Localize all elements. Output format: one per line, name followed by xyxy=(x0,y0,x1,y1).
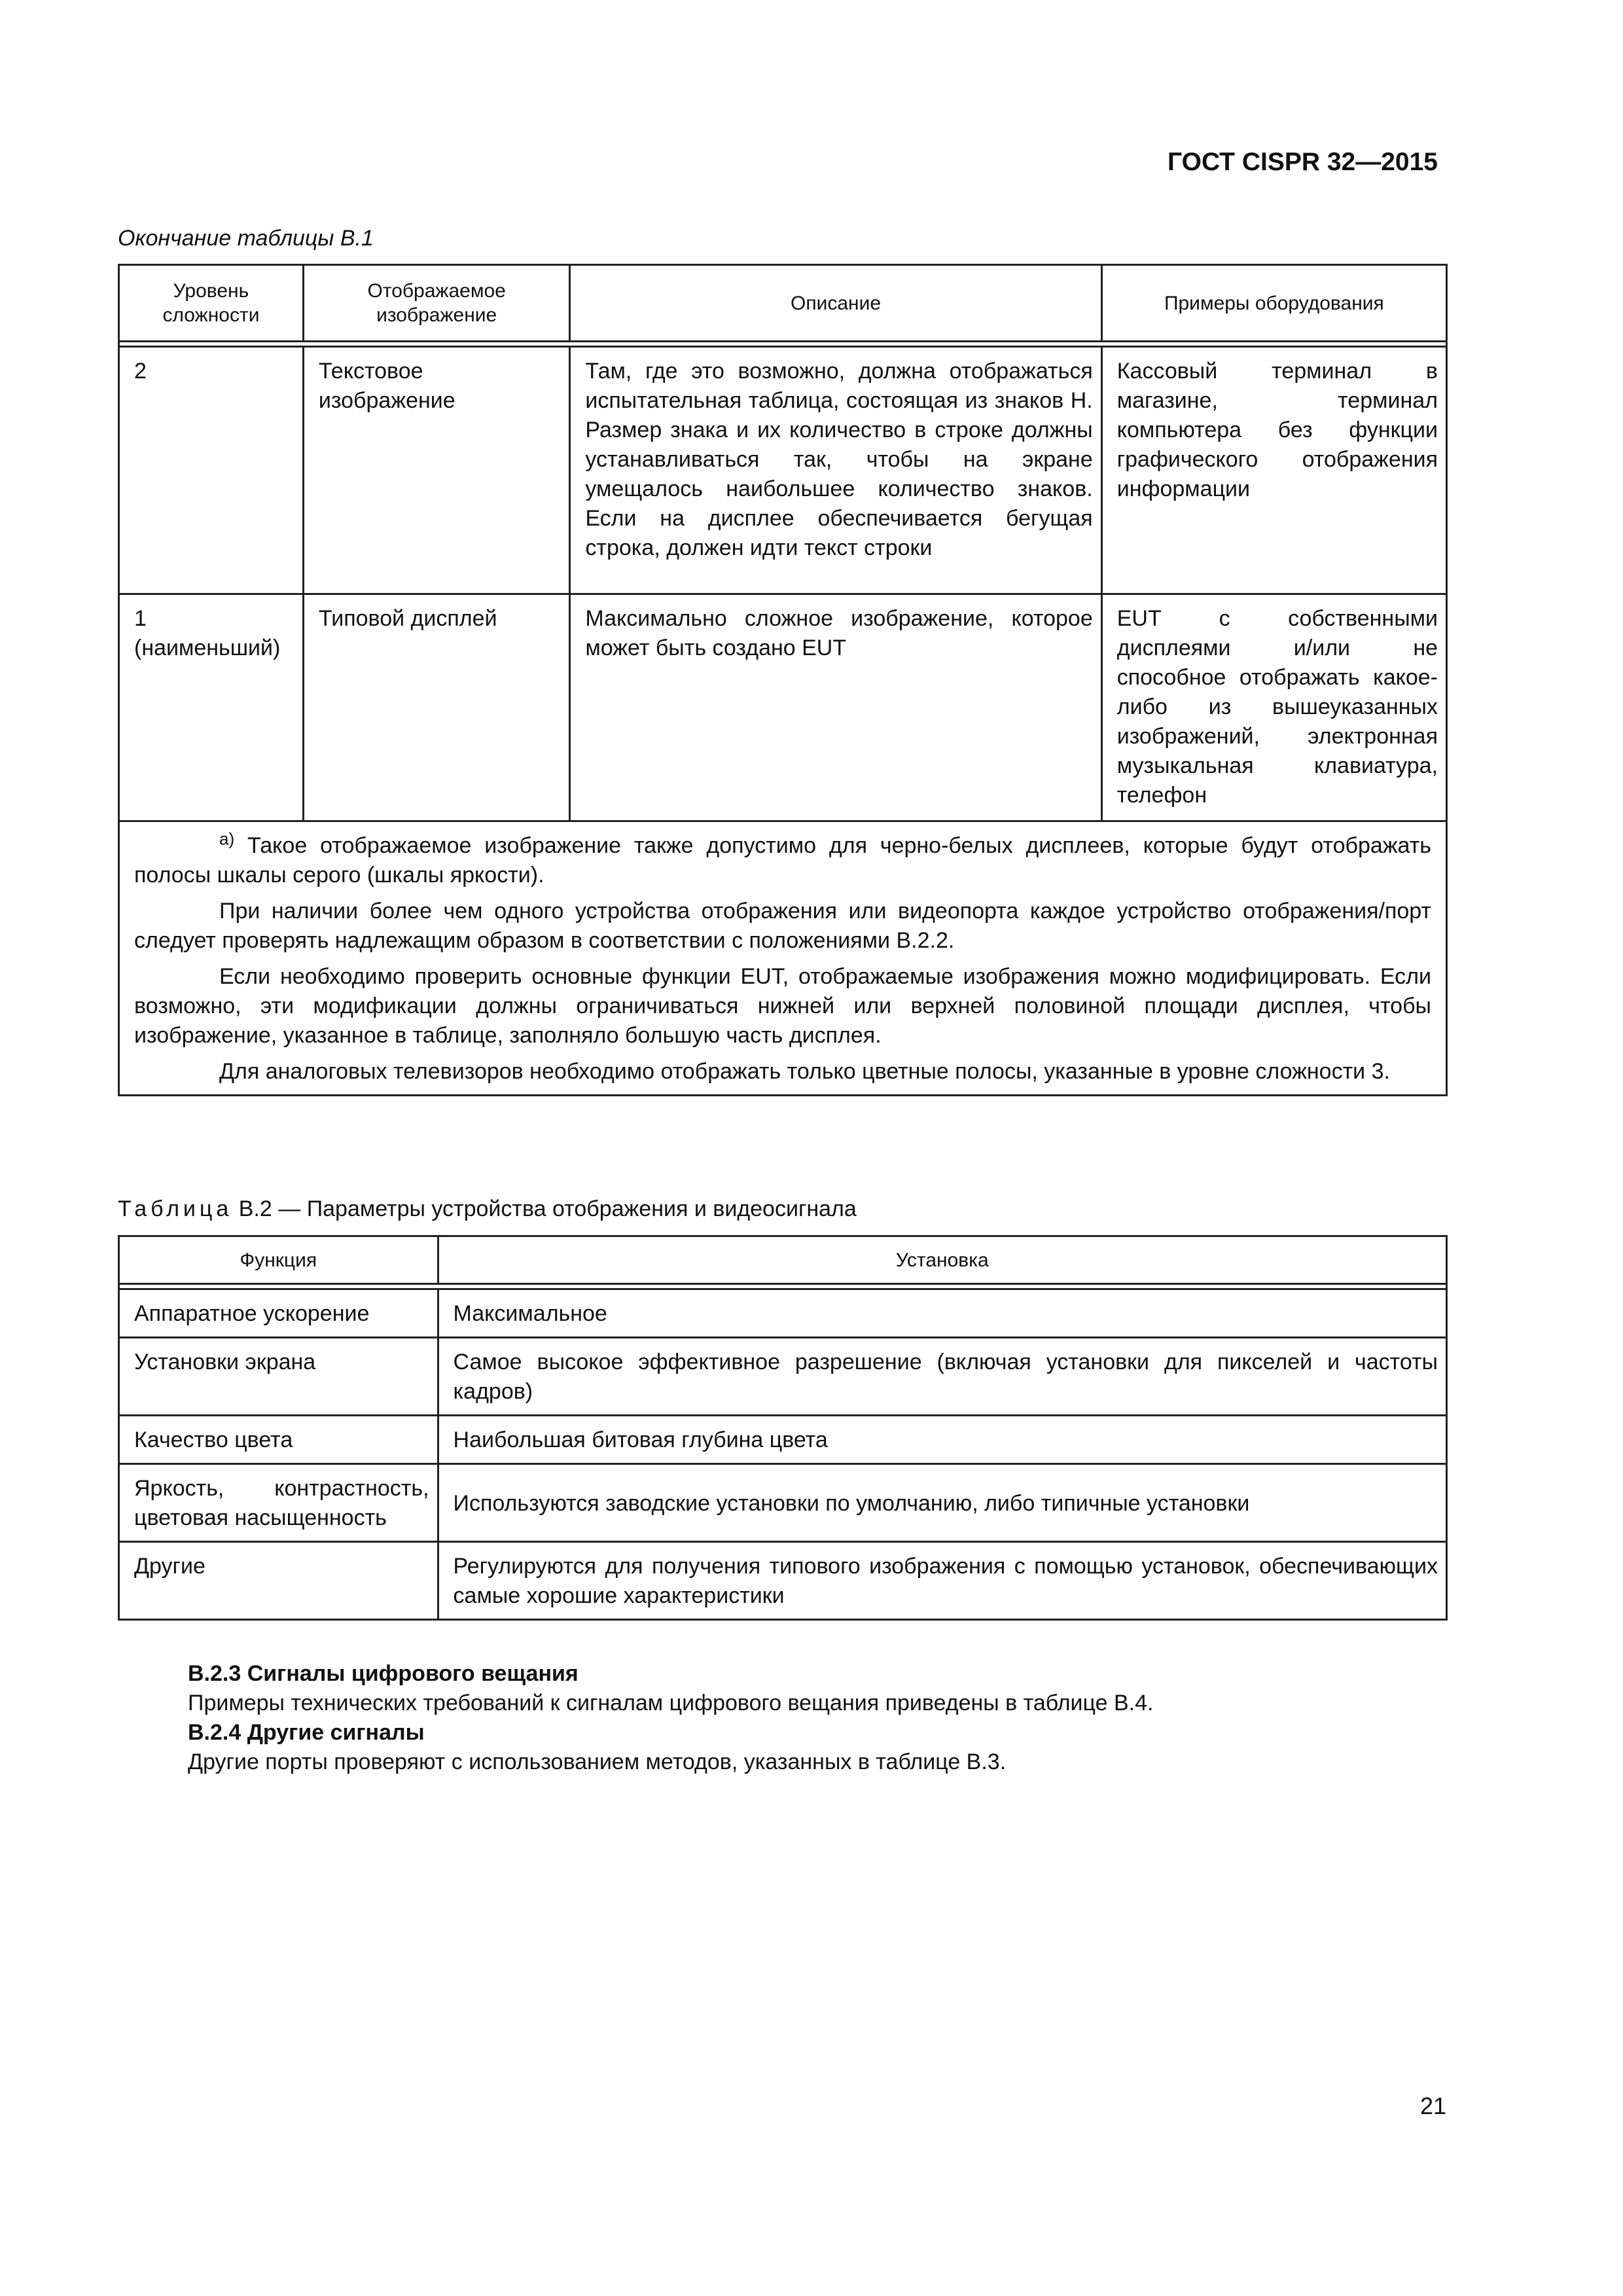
setting-cell: Используются заводские установки по умолчанию, либо типичные установки xyxy=(438,1464,1446,1542)
column-header-function: Функция xyxy=(119,1236,438,1284)
section-b-2-3 xyxy=(188,1659,1444,1718)
section-b-2-4 xyxy=(188,1718,1444,1777)
footnote-paragraph: Для аналоговых телевизоров необходимо отображать только цветные полосы, указанные в уровне сложности 3. xyxy=(219,1059,1390,1084)
setting-cell: Максимальное xyxy=(438,1289,1446,1338)
footnote-row xyxy=(119,821,1447,1096)
description-cell: Там, где это возможно, должна отображаться испытательная таблица, состоящая из знаков Н. Размер знака и их количество в строке должны устанавливаться так, чтобы на экране умещалось наибольшее количество знаков. Если на дисплее обеспечивается бегущая строка, должен идти текст строки xyxy=(570,347,1101,594)
setting-cell: Регулируются для получения типового изображения с помощью установок, обеспечивающих самые хорошие характеристики xyxy=(438,1542,1446,1620)
table-row xyxy=(119,1542,1447,1620)
function-cell: Другие xyxy=(119,1542,438,1620)
table-b1-end xyxy=(118,264,1448,1096)
table-row xyxy=(119,1338,1447,1416)
function-cell: Яркость, контрастность, цветовая насыщенность xyxy=(119,1464,438,1542)
table-row xyxy=(119,1289,1447,1338)
image-cell: Текстовое изображение xyxy=(303,347,569,594)
column-header-examples: Примеры оборудования xyxy=(1101,265,1446,342)
footnote-marker: а) xyxy=(219,829,235,849)
function-cell: Установки экрана xyxy=(119,1338,438,1416)
table-row xyxy=(119,594,1447,821)
column-header-setting: Установка xyxy=(438,1236,1446,1284)
column-header-description: Описание xyxy=(570,265,1101,342)
footnote-cell xyxy=(119,821,1447,1096)
section-heading: В.2.3 Сигналы цифрового вещания xyxy=(188,1661,579,1686)
footnote-paragraph: При наличии более чем одного устройства отображения или видеопорта каждое устройство отображения/порт следует проверять надлежащим образом в соответствии с положениями В.2.2. xyxy=(134,899,1431,953)
examples-cell: Кассовый терминал в магазине, терминал компьютера без функции графического отображения информации xyxy=(1101,347,1446,594)
section-text: Примеры технических требований к сигналам цифрового вещания приведены в таблице В.4. xyxy=(188,1691,1154,1715)
section-text: Другие порты проверяют с использованием методов, указанных в таблице В.3. xyxy=(188,1749,1007,1774)
function-cell: Аппаратное ускорение xyxy=(119,1289,438,1338)
page-number: 21 xyxy=(1419,2092,1446,2119)
table-title-text: В.2 — Параметры устройства отображения и видеосигнала xyxy=(238,1196,857,1221)
table-row xyxy=(119,1416,1447,1464)
section-heading: В.2.4 Другие сигналы xyxy=(188,1720,425,1745)
footnote-text: Такое отображаемое изображение также допустимо для черно-белых дисплеев, которые будут отображать полосы шкалы серого (шкалы яркости). xyxy=(134,833,1432,888)
examples-cell: EUT с собственными дисплеями и/или не способное отображать какое-либо из вышеуказанных изображений, электронная музыкальная клавиатура, телефон xyxy=(1101,594,1446,821)
table-b2-title xyxy=(118,1196,857,1222)
function-cell: Качество цвета xyxy=(119,1416,438,1464)
level-cell: 2 xyxy=(119,347,304,594)
document-id-header: ГОСТ CISPR 32—2015 xyxy=(1168,148,1438,176)
table-b2 xyxy=(118,1235,1448,1621)
table-row xyxy=(119,1464,1447,1542)
level-cell: 1 (наименьший) xyxy=(119,594,304,821)
description-cell: Максимально сложное изображение, которое может быть создано EUT xyxy=(570,594,1101,821)
table-row xyxy=(119,347,1447,594)
image-cell: Типовой дисплей xyxy=(303,594,569,821)
table-continuation-caption: Окончание таблицы В.1 xyxy=(118,226,374,251)
setting-cell: Наибольшая битовая глубина цвета xyxy=(438,1416,1446,1464)
footnote-a xyxy=(134,831,1431,890)
column-header-image: Отображаемое изображение xyxy=(303,265,569,342)
table-label: Таблица xyxy=(118,1196,233,1221)
footnote-paragraph: Если необходимо проверить основные функции EUT, отображаемые изображения можно модифицировать. Если возможно, эти модификации должны ограничиваться нижней или верхней половиной площади дисплея, чтобы изображение, указанное в таблице, заполняло большую часть дисплея. xyxy=(134,964,1431,1048)
column-header-level: Уровень сложности xyxy=(119,265,304,342)
setting-cell: Самое высокое эффективное разрешение (включая установки для пикселей и частоты кадров) xyxy=(438,1338,1446,1416)
